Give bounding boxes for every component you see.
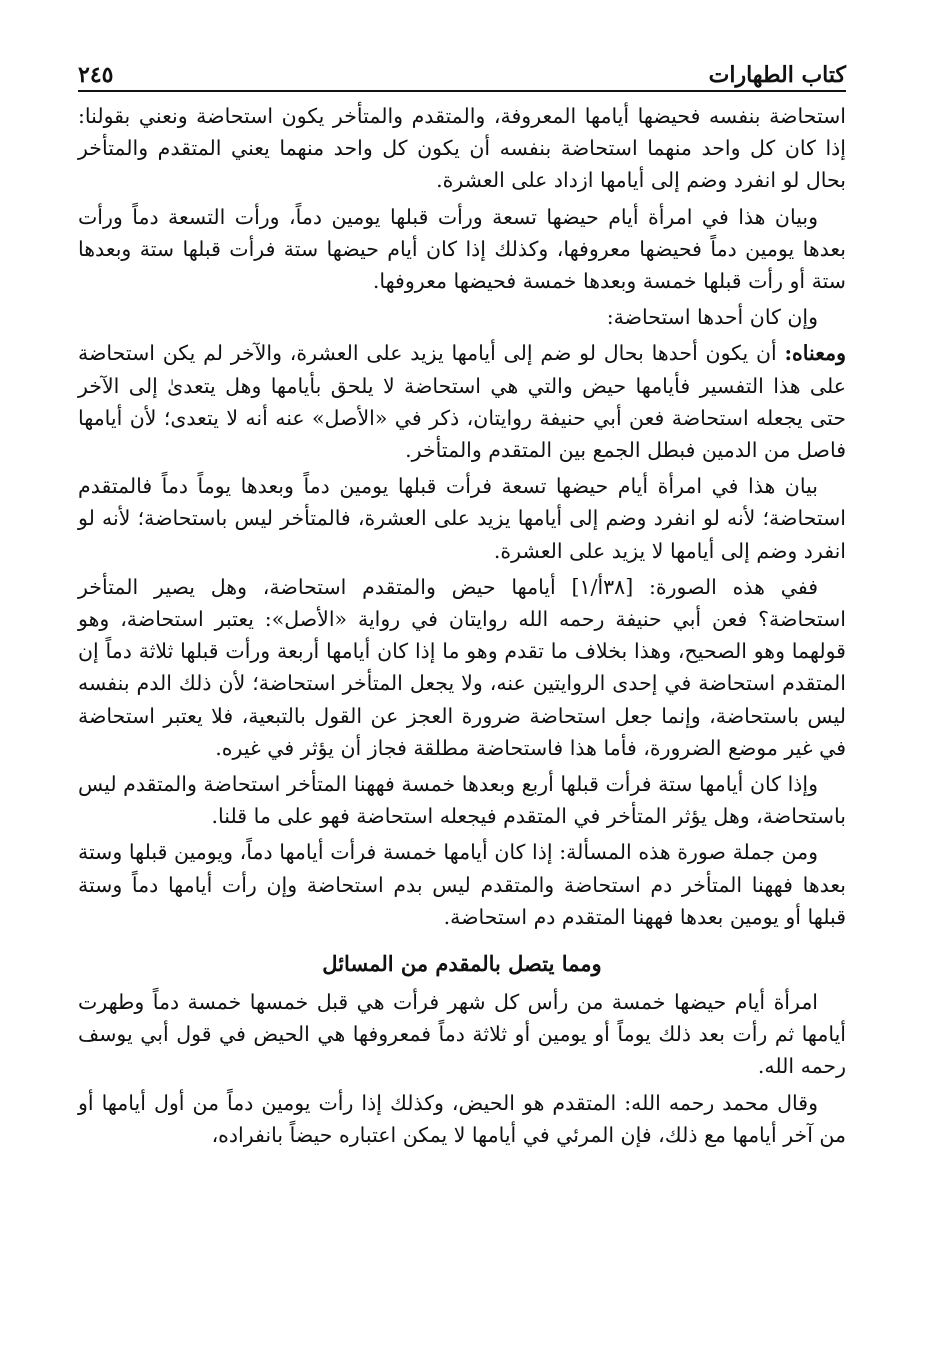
paragraph-text: استحاضة بنفسه فحيضها أيامها المعروفة، والمتقدم والمتأخر يكون استحاضة ونعني بقولنا: إذا كان كل واحد منهما استحاضة بنفسه أن يكون كل واحد منهما يعني المتقدم والمتأخر بحال لو انفرد وضم إلى أيامها ازداد على العشرة.: [78, 104, 846, 193]
paragraph-text: بيان هذا في امرأة أيام حيضها تسعة فرأت قبلها يومين دماً وبعدها يوماً دماً فالمتقدم استحاضة؛ لأنه لو انفرد وضم إلى أيامها يزيد على العشرة، فالمتأخر ليس باستحاضة؛ لأنه لو انفرد وضم إلى أيامها لا يزيد على العشرة.: [78, 474, 846, 563]
paragraph-text: وإذا كان أيامها ستة فرأت قبلها أربع وبعدها خمسة فههنا المتأخر استحاضة والمتقدم ليس باستحاضة، وهل يؤثر المتأخر في المتقدم فيجعله استحاضة فهو على ما قلنا.: [78, 772, 846, 829]
paragraph: [78, 836, 846, 933]
book-page: [78, 48, 846, 1155]
paragraph-text: وإن كان أحدها استحاضة:: [606, 305, 818, 330]
paragraph-text: أن يكون أحدها بحال لو ضم إلى أيامها يزيد على العشرة، والآخر لم يكن استحاضة على هذا التفسير فأيامها حيض والتي هي استحاضة لا يلحق بأيامها وهل يتعدىٰ إلى الآخر حتى يجعله استحاضة فعن أبي حنيفة روايتان، ذكر في «الأصل» عنه أنه لا يتعدى؛ لأن أيامها فاصل من الدمين فبطل الجمع بين المتقدم والمتأخر.: [78, 341, 846, 463]
paragraph: [78, 470, 846, 567]
paragraph-text: وبيان هذا في امرأة أيام حيضها تسعة ورأت قبلها يومين دماً، ورأت التسعة دماً ورأت بعدها يومين دماً فحيضها معروفها، وكذلك إذا كان أيام حيضها ستة فرأت قبلها ستة وبعدها ستة أو رأت قبلها خمسة وبعدها خمسة فحيضها معروفها.: [78, 204, 846, 294]
paragraph-text: ففي هذه الصورة: [٣٨أ/١] أيامها حيض والمتقدم استحاضة، وهل يصير المتأخر استحاضة؟ فعن أبي حنيفة رحمه الله روايتان في رواية «الأصل»: يعتبر استحاضة، وهو قولهما وهو الصحيح، وهذا بخلاف ما تقدم وهو ما إذا كان أيامها أربعة ورأت قبلها ثلاثة دماً إن المتقدم استحاضة في إحدى الروايتين عنه، ولا يجعل المتأخر استحاضة؛ لأن ذلك الدم بنفسه ليس باستحاضة، وإنما جعل استحاضة ضرورة العجز عن القول بالتبعية، فلا يعتبر استحاضة في غير موضع الضرورة، فأما هذا فاستحاضة مطلقة فجاز أن يؤثر في غيره.: [78, 574, 846, 760]
paragraph: [78, 100, 846, 197]
paragraph-text: امرأة أيام حيضها خمسة من رأس كل شهر فرأت هي قبل خمسها خمسة دماً وطهرت أيامها ثم رأت بعد ذلك يوماً أو يومين أو ثلاثة دماً فمعروفها هي الحيض في قول أبي يوسف رحمه الله.: [78, 990, 846, 1079]
paragraph-text: وقال محمد رحمه الله: المتقدم هو الحيض، وكذلك إذا رأت يومين دماً من أول أيامها أو من آخر أيامها مع ذلك، فإن المرئي في أيامها لا يمكن اعتباره حيضاً بانفراده،: [78, 1090, 846, 1147]
page-number: ٢٤٥: [78, 62, 114, 88]
paragraph-text: ومن جملة صورة هذه المسألة: إذا كان أيامها خمسة فرأت أيامها دماً، ويومين قبلها وستة بعدها فههنا المتأخر دم استحاضة والمتقدم ليس بدم استحاضة وإن رأت أيامها دماً وستة قبلها أو يومين بعدها فههنا المتقدم دم استحاضة.: [78, 840, 846, 929]
paragraph: [78, 201, 846, 298]
paragraph: [78, 301, 846, 333]
body-text: [78, 100, 846, 1151]
section-heading: ومما يتصل بالمقدم من المسائل: [322, 951, 602, 977]
paragraph: [78, 571, 846, 764]
paragraph: [78, 986, 846, 1083]
paragraph: [78, 337, 846, 466]
running-header: [78, 48, 846, 92]
paragraph: [78, 768, 846, 832]
paragraph: [78, 1087, 846, 1151]
paragraph-lead: ومعناه:: [784, 341, 846, 366]
book-title: كتاب الطهارات: [708, 62, 846, 88]
